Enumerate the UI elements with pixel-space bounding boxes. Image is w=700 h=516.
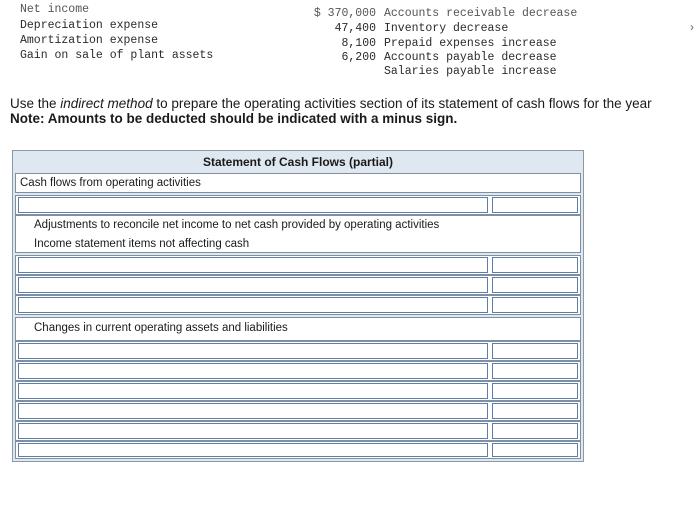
change-prepaid-label: Prepaid expenses increase [384,37,557,50]
current-amount-input-3[interactable] [492,383,578,399]
noncash-row-3 [15,295,581,315]
given-net-income-label: Net income [20,3,90,16]
current-label-input-2[interactable] [18,363,488,379]
noncash-label-input-3[interactable] [18,297,488,313]
current-amount-input-2[interactable] [492,363,578,379]
current-row-1 [15,341,581,361]
current-heading: Changes in current operating assets and liabilities [34,322,288,334]
net-income-row [15,195,581,215]
noncash-row-1 [15,255,581,275]
scroll-right-icon[interactable]: › [690,20,694,34]
adjustments-heading-row [15,215,581,253]
given-net-income-amount: $ 370,000 [313,7,376,20]
operating-heading-row [15,173,581,193]
net-income-amount-input[interactable] [492,197,578,213]
noncash-label-input-1[interactable] [18,257,488,273]
noncash-row-2 [15,275,581,295]
current-label-input-6[interactable] [18,443,488,457]
given-depreciation-label: Depreciation expense [20,19,159,32]
given-gain-amount: 6,200 [341,51,376,64]
current-row-3 [15,381,581,401]
change-salaries-label: Salaries payable increase [384,65,557,78]
given-gain-label: Gain on sale of plant assets [20,49,214,62]
noncash-amount-input-1[interactable] [492,257,578,273]
current-label-input-3[interactable] [18,383,488,399]
current-label-input-4[interactable] [18,403,488,419]
change-ap-label: Accounts payable decrease [384,51,557,64]
current-amount-input-6[interactable] [492,443,578,457]
current-amount-input-5[interactable] [492,423,578,439]
given-depreciation-amount: 47,400 [334,22,376,35]
current-row-5 [15,421,581,441]
given-amortization-amount: 8,100 [341,37,376,50]
current-heading-row [15,317,581,341]
current-row-6 [15,441,581,459]
current-row-4 [15,401,581,421]
given-amortization-label: Amortization expense [20,34,159,47]
current-amount-input-1[interactable] [492,343,578,359]
net-income-label-input[interactable] [18,197,488,213]
noncash-amount-input-2[interactable] [492,277,578,293]
noncash-heading: Income statement items not affecting cash [34,238,250,250]
current-row-2 [15,361,581,381]
adjustments-heading: Adjustments to reconcile net income to net cash provided by operating activities [34,219,440,231]
current-label-input-1[interactable] [18,343,488,359]
operating-heading: Cash flows from operating activities [20,177,201,189]
current-amount-input-4[interactable] [492,403,578,419]
instruction-text: Use the indirect method to prepare the operating activities section of its statement of cash flows for the year [10,96,652,111]
table-title: Statement of Cash Flows (partial) [13,151,583,173]
noncash-label-input-2[interactable] [18,277,488,293]
instruction-note: Note: Amounts to be deducted should be indicated with a minus sign. [10,111,458,126]
change-inventory-label: Inventory decrease [384,22,509,35]
cash-flow-table [12,150,584,462]
noncash-amount-input-3[interactable] [492,297,578,313]
current-label-input-5[interactable] [18,423,488,439]
change-ar-label: Accounts receivable decrease [384,7,578,20]
